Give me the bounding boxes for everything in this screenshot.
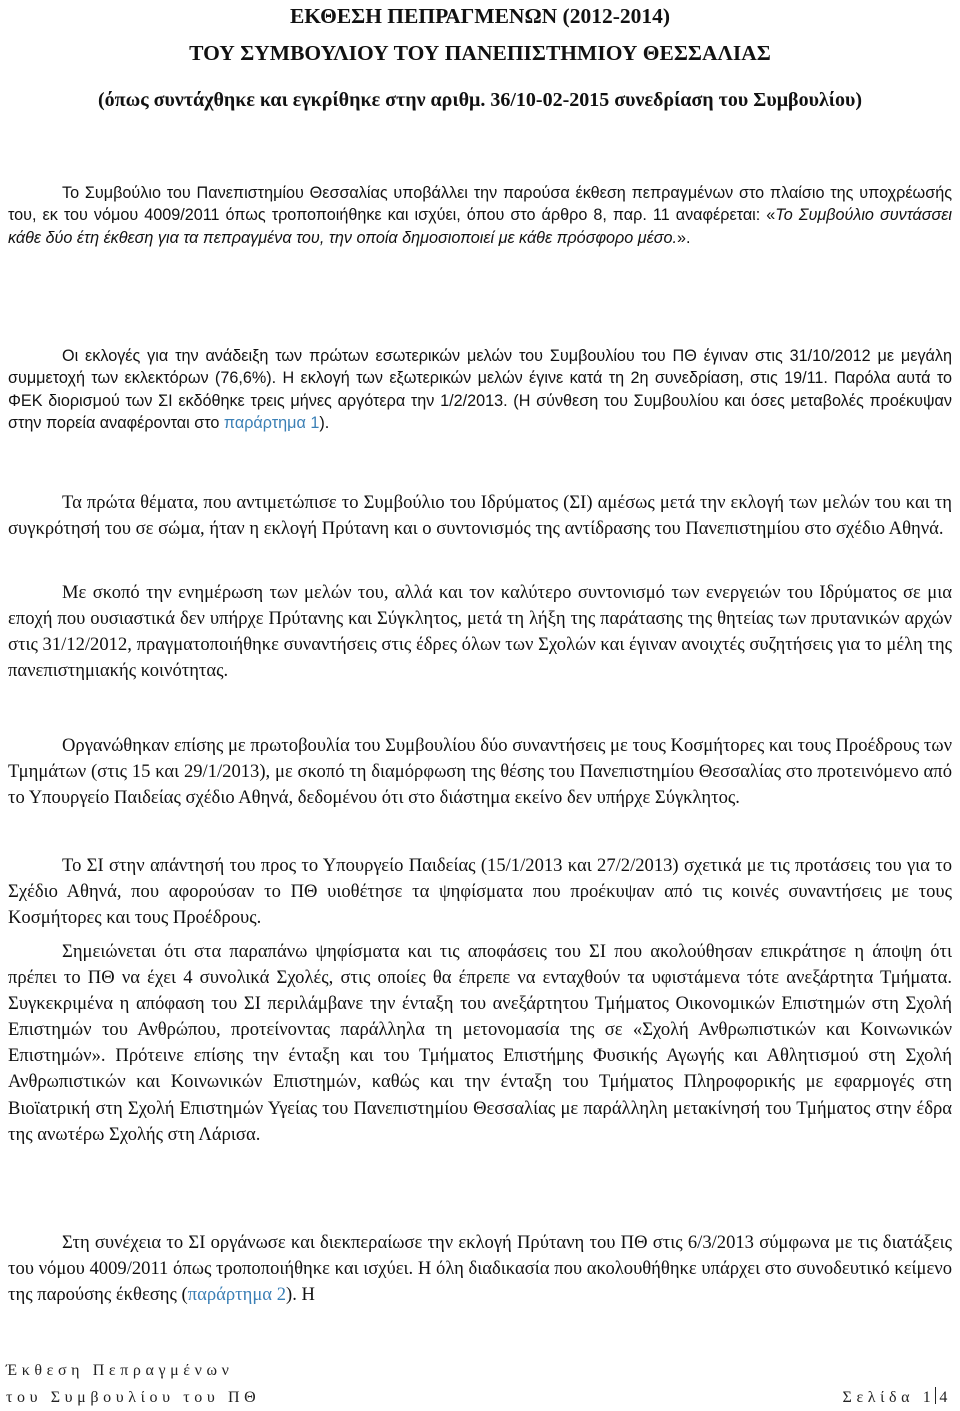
footer-line1: Έκθεση Πεπραγμένων: [6, 1362, 234, 1379]
footer-line2: του Συμβουλίου του ΠΘ: [6, 1389, 261, 1406]
paragraph-first-topics: Τα πρώτα θέματα, που αντιμετώπισε το Συμβούλιο του Ιδρύματος (ΣΙ) αμέσως μετά την εκλογή των μελών του και τη συγκρότησή του σε σώμα, ήταν η εκλογή Πρύτανη και ο συντονισμός της αντίδρασης του Πανεπιστημίου στο σχέδιο Αθηνά.: [8, 492, 952, 540]
rector-election-closing: ). Η: [286, 1284, 315, 1306]
paragraph-ministry-reply: Το ΣΙ στην απάντησή του προς το Υπουργείο Παιδείας (15/1/2013 και 27/2/2013) σχετικά με τις προτάσεις του για το Σχέδιο Αθηνά, που αφορούσαν το ΠΘ υιοθέτησε τα ψηφίσματα που προέκυψαν από τις κοινές συναντήσεις με τους Κοσμήτορες και τους Προέδρους.: [8, 855, 952, 929]
page-separator: [935, 1387, 936, 1404]
intro-closing: ».: [677, 228, 691, 247]
paragraph-schools: Σημειώνεται ότι στα παραπάνω ψηφίσματα και τις αποφάσεις του ΣΙ που ακολούθησαν επικράτησε η άποψη ότι πρέπει το ΠΘ να έχει 4 συνολικά Σχολές, στις οποίες θα έπρεπε να ενταχθούν τα υφιστάμενα τότε ανεξάρτητα Τμήματα. Συγκεκριμένα η απόφαση του ΣΙ περιλάμβανε την ένταξη του ανεξάρτητου Τμήματος Οικονομικών Επιστημών στη Σχολή Επιστημών του Ανθρώπου, προτείνοντας παράλληλα τη μετονομασία της σε «Σχολή Ανθρωπιστικών και Κοινωνικών Επιστημών». Πρότεινε επίσης την ένταξη και του Τμήματος Επιστήμης Φυσικής Αγωγής και Αθλητισμού στη Σχολή Ανθρωπιστικών και Κοινωνικών Επιστημών, καθώς και την ένταξη του Τμήματος Πληροφορικής με εφαρμογές στη Βιοϊατρική στη Σχολή Επιστημών Υγείας του Πανεπιστημίου Θεσσαλίας με παράλληλη μετακίνησή του Τμήματος στην έδρα της ανωτέρω Σχολής στη Λάρισα.: [8, 941, 952, 1145]
intro-text: Το Συμβούλιο του Πανεπιστημίου Θεσσαλίας υποβάλλει την παρούσα έκθεση πεπραγμένων στο πλαίσιο της υποχρέωσής του, εκ του νόμου 4009/2011 όπως τροποποιήθηκε και ισχύει, όπου στο άρθρο 8, παρ. 11 αναφέρεται: «: [8, 184, 952, 225]
elections-paragraph: [8, 345, 952, 435]
appendix-2-link[interactable]: παράρτημα 2: [187, 1284, 286, 1306]
page-label: Σελίδα: [842, 1389, 915, 1406]
paragraph-rector-election: [8, 1230, 952, 1308]
intro-paragraph: [8, 182, 952, 249]
intro-quote: Το Συμβούλιο συντάσσει κάθε δύο έτη έκθεση για τα πεπραγμένα του, την οποία δημοσιοποιεί με κάθε πρόσφορο μέσο.: [8, 206, 952, 247]
appendix-1-link[interactable]: παράρτημα 1: [223, 414, 320, 433]
document-title-line2: ΤΟΥ ΣΥΜΒΟΥΛΙΟΥ ΤΟΥ ΠΑΝΕΠΙΣΤΗΜΙΟΥ ΘΕΣΣΑΛΙΑΣ: [189, 41, 771, 65]
elections-text: Οι εκλογές για την ανάδειξη των πρώτων εσωτερικών μελών του Συμβουλίου του ΠΘ έγιναν στις 31/10/2012 με μεγάλη συμμετοχή των εκλεκτόρων (76,6%). Η εκλογή των εξωτερικών μελών έγινε κατά τη 2η συνεδρίαση, στις 19/11. Παρόλα αυτά το ΦΕΚ διορισμού των ΣΙ εκδόθηκε τρεις μήνες αργότερα την 1/2/2013. (Η σύνθεση του Συμβουλίου και όσες μεταβολές προέκυψαν στην πορεία αναφέρονται στο: [8, 347, 952, 433]
paragraph-meetings: Οργανώθηκαν επίσης με πρωτοβουλία του Συμβουλίου δύο συναντήσεις με τους Κοσμήτορες και τους Προέδρους των Τμημάτων (στις 15 και 29/1/2013), με σκοπό τη διαμόρφωση της θέσης του Πανεπιστημίου Θεσσαλίας στο προτεινόμενο από το Υπουργείο Παιδείας σχέδιο Αθηνά, δεδομένου ότι στο διάστημα εκείνο δεν υπήρχε Σύγκλητος.: [8, 735, 952, 809]
footer-page-indicator: [843, 1384, 952, 1411]
paragraph-coordination: Με σκοπό την ενημέρωση των μελών του, αλλά και τον καλύτερο συντονισμό των ενεργειών του Ιδρύματος σε μια εποχή που ουσιαστικά δεν υπήρχε Πρύτανης και Σύγκλητος, μετά τη λήξη της παράτασης της θητείας των πρυτανικών αρχών στις 31/12/2012, πραγματοποιήθηκε συναντήσεις στις έδρες όλων των Σχολών και έγιναν ανοιχτές συζητήσεις για το μέλη της πανεπιστημιακής κοινότητας.: [8, 582, 952, 682]
elections-closing: ).: [319, 414, 330, 433]
document-title: ΕΚΘΕΣΗ ΠΕΠΡΑΓΜΕΝΩΝ (2012-2014): [289, 4, 671, 28]
page-number: 1: [922, 1389, 936, 1406]
page-total: 4: [939, 1389, 952, 1406]
footer-document-name: [6, 1357, 260, 1411]
rector-election-text: Στη συνέχεια το ΣΙ οργάνωσε και διεκπεραίωσε την εκλογή Πρύτανη του ΠΘ στις 6/3/2013 σύμφωνα με τις διατάξεις του νόμου 4009/2011 όπως τροποποιήθηκε και ισχύει. Η όλη διαδικασία που ακολουθήθηκε υπάρχει στο συνοδευτικό κείμενο της παρούσης έκθεσης (: [8, 1232, 952, 1306]
document-subtitle: (όπως συντάχθηκε και εγκρίθηκε στην αριθμ. 36/10-02-2015 συνεδρίαση του Συμβουλίου): [97, 89, 863, 111]
